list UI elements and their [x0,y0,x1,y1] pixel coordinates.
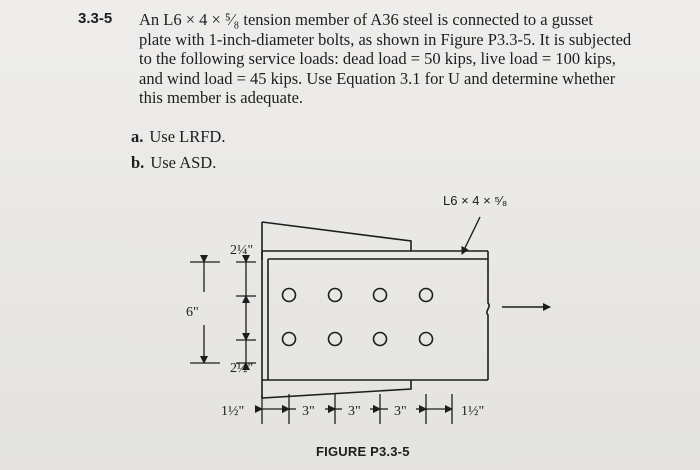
bolt-hole [374,289,387,302]
bolt-hole [283,333,296,346]
problem-line: An L6 × 4 × ⁵⁄₈ tension member of A36 steel is connected to a gusset [139,10,593,29]
bolt-holes [283,289,433,346]
part-a-text: Use LRFD. [149,127,226,146]
member-label-leader [462,217,480,254]
problem-number: 3.3-5 [78,10,113,27]
bolt-hole [329,289,342,302]
problem-line: to the following service loads: dead load = 50 kips, live load = 100 kips, [139,49,616,68]
part-a-label: a. [131,127,144,146]
problem-line: this member is adequate. [139,88,304,107]
part-b-text: Use ASD. [150,153,217,172]
bolt-hole [283,289,296,302]
figure-caption: FIGURE P3.3-5 [316,444,410,459]
gusset-plate [262,222,411,398]
dim-spacing: 3" [394,404,407,419]
problem-line: plate with 1-inch-diameter bolts, as shown in Figure P3.3-5. It is subjected [139,29,632,49]
member-label: L6 × 4 × ⁵⁄₈ [443,193,508,208]
bolt-hole [420,333,433,346]
part-b-label: b. [131,153,145,172]
bolt-hole [329,333,342,346]
bolt-hole [374,333,387,346]
vertical-dimensions [190,256,256,369]
angle-member [262,251,489,380]
dim-top-edge: 2¼" [230,243,254,258]
bolt-hole [420,289,433,302]
dim-total-height: 6" [186,305,199,320]
dim-bottom-edge: 2½" [230,361,254,376]
dim-spacing: 3" [302,404,315,419]
problem-line: and wind load = 45 kips. Use Equation 3.1 for U and determine whether [139,68,616,88]
dim-left-end: 1½" [221,404,245,419]
dim-spacing: 3" [348,404,361,419]
dim-right-end: 1½" [461,404,485,419]
